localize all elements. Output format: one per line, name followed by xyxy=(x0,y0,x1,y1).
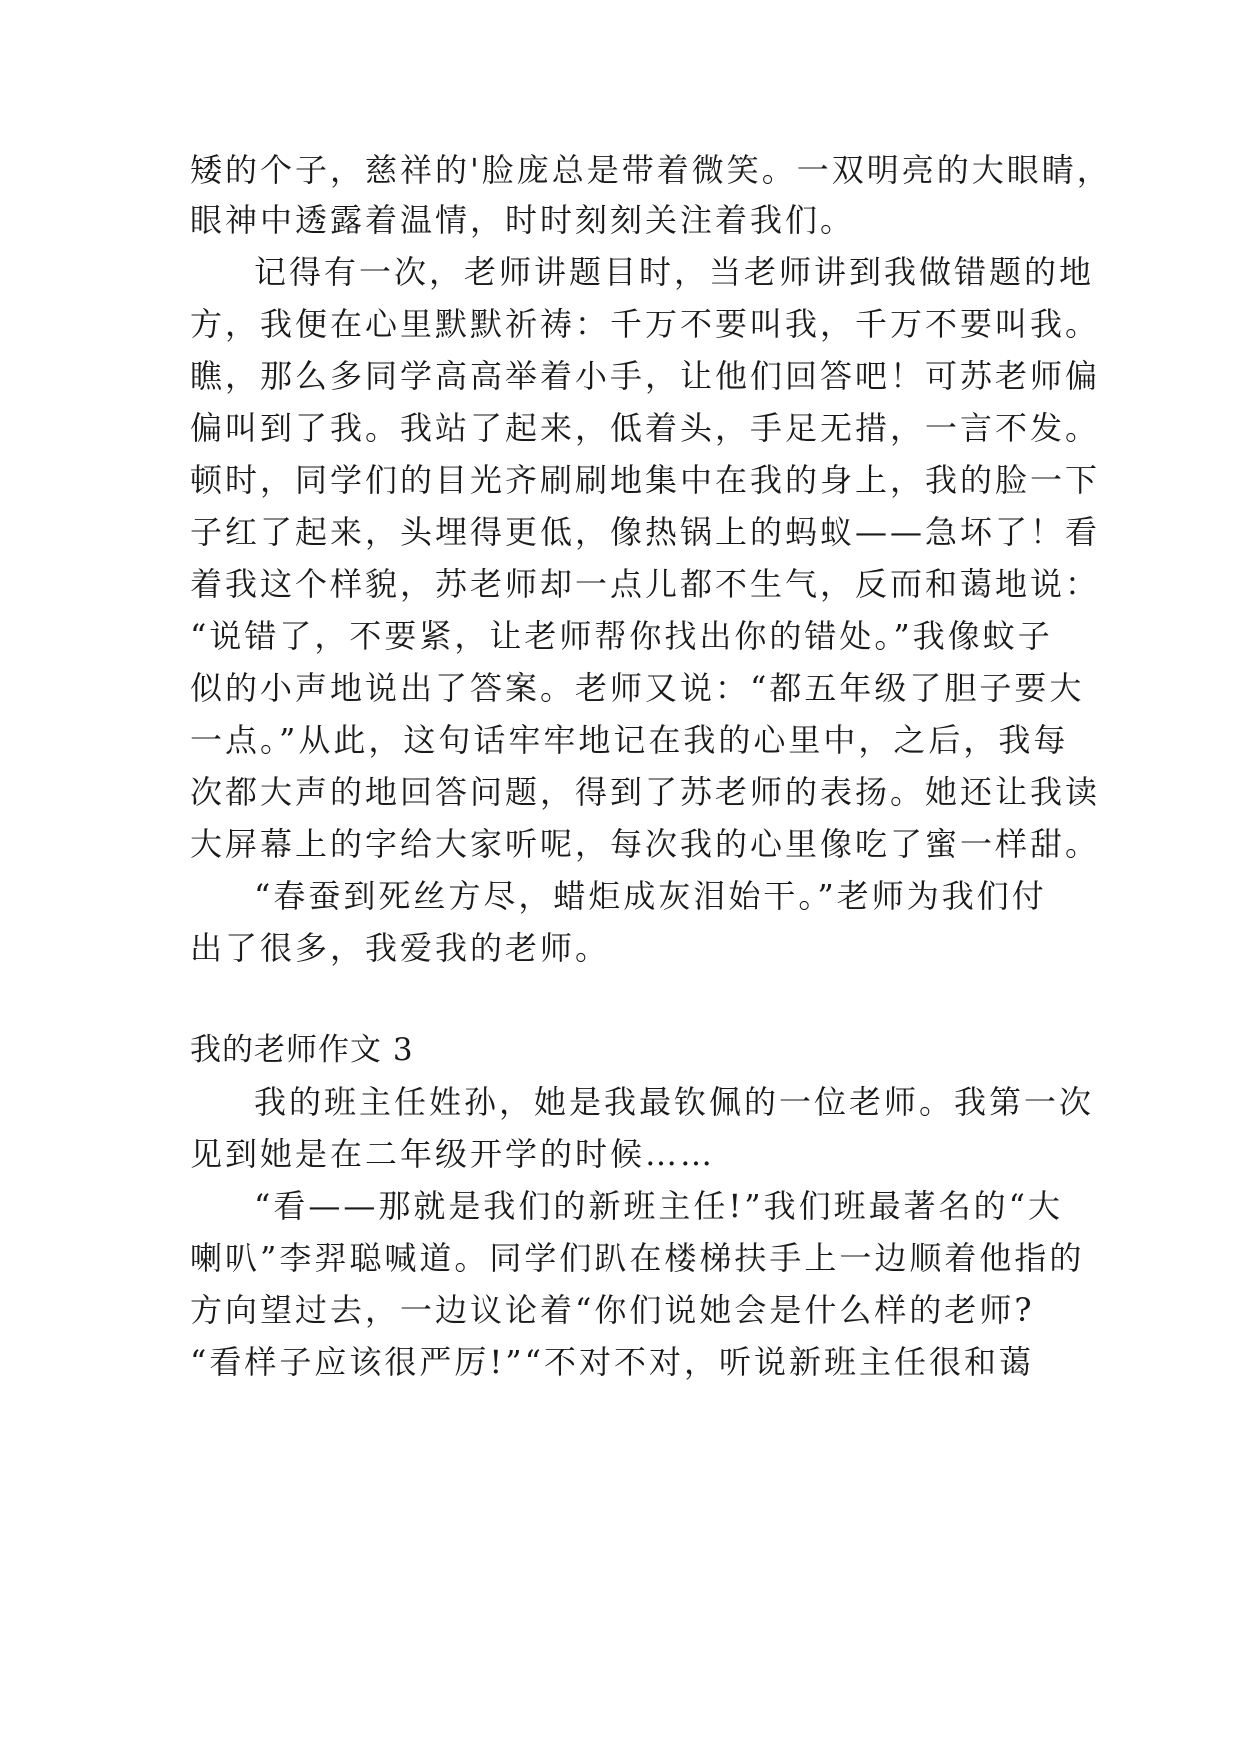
paragraph-line: 记得有一次，老师讲题目时，当老师讲到我做错题的地 xyxy=(254,253,1095,291)
paragraph-line: 着我这个样貌，苏老师却一点儿都不生气，反而和蔼地说： xyxy=(190,565,1101,603)
paragraph-line: 似的小声地说出了答案。老师又说：“都五年级了胆子要大 xyxy=(190,669,1085,707)
paragraph-line: 见到她是在二年级开学的时候…… xyxy=(190,1135,716,1173)
paragraph-line: 偏叫到了我。我站了起来，低着头，手足无措，一言不发。 xyxy=(190,409,1101,447)
paragraph-line: 方，我便在心里默默祈祷：千万不要叫我，千万不要叫我。 xyxy=(190,305,1101,343)
paragraph-line: 方向望过去，一边议论着“你们说她会是什么样的老师? xyxy=(190,1291,1035,1329)
paragraph-line: 次都大声的地回答问题，得到了苏老师的表扬。她还让我读 xyxy=(190,773,1101,811)
paragraph-line: 子红了起来，头埋得更低，像热锅上的蚂蚁——急坏了！看 xyxy=(190,513,1101,551)
paragraph-line: 一点。”从此，这句话牢牢地记在我的心里中，之后，我每 xyxy=(190,721,1069,759)
paragraph-line: 出了很多，我爱我的老师。 xyxy=(190,929,611,967)
paragraph-line: 瞧，那么多同学高高举着小手，让他们回答吧！可苏老师偏 xyxy=(190,357,1101,395)
paragraph-line: 矮的个子，慈祥的'脸庞总是带着微笑。一双明亮的大眼睛， xyxy=(190,151,1112,189)
paragraph-line: 眼神中透露着温情，时时刻刻关注着我们。 xyxy=(190,201,856,239)
paragraph-line: “看样子应该很严厉!”“不对不对，听说新班主任很和蔼 xyxy=(190,1343,1034,1381)
section-heading: 我的老师作文 3 xyxy=(190,1032,414,1068)
paragraph-line: “说错了，不要紧，让老师帮你找出你的错处。”我像蚊子 xyxy=(190,617,1053,655)
paragraph-line: 大屏幕上的字给大家听呢，每次我的心里像吃了蜜一样甜。 xyxy=(190,825,1101,863)
paragraph-line: “看——那就是我们的新班主任!”我们班最著名的“大 xyxy=(254,1187,1063,1225)
paragraph-line: 我的班主任姓孙，她是我最钦佩的一位老师。我第一次 xyxy=(254,1083,1095,1121)
paragraph-line: 顿时，同学们的目光齐刷刷地集中在我的身上，我的脸一下 xyxy=(190,461,1101,499)
paragraph-line: 喇叭”李羿聪喊道。同学们趴在楼梯扶手上一边顺着他指的 xyxy=(190,1239,1085,1277)
paragraph-line: “春蚕到死丝方尽，蜡炬成灰泪始干。”老师为我们付 xyxy=(254,877,1047,915)
